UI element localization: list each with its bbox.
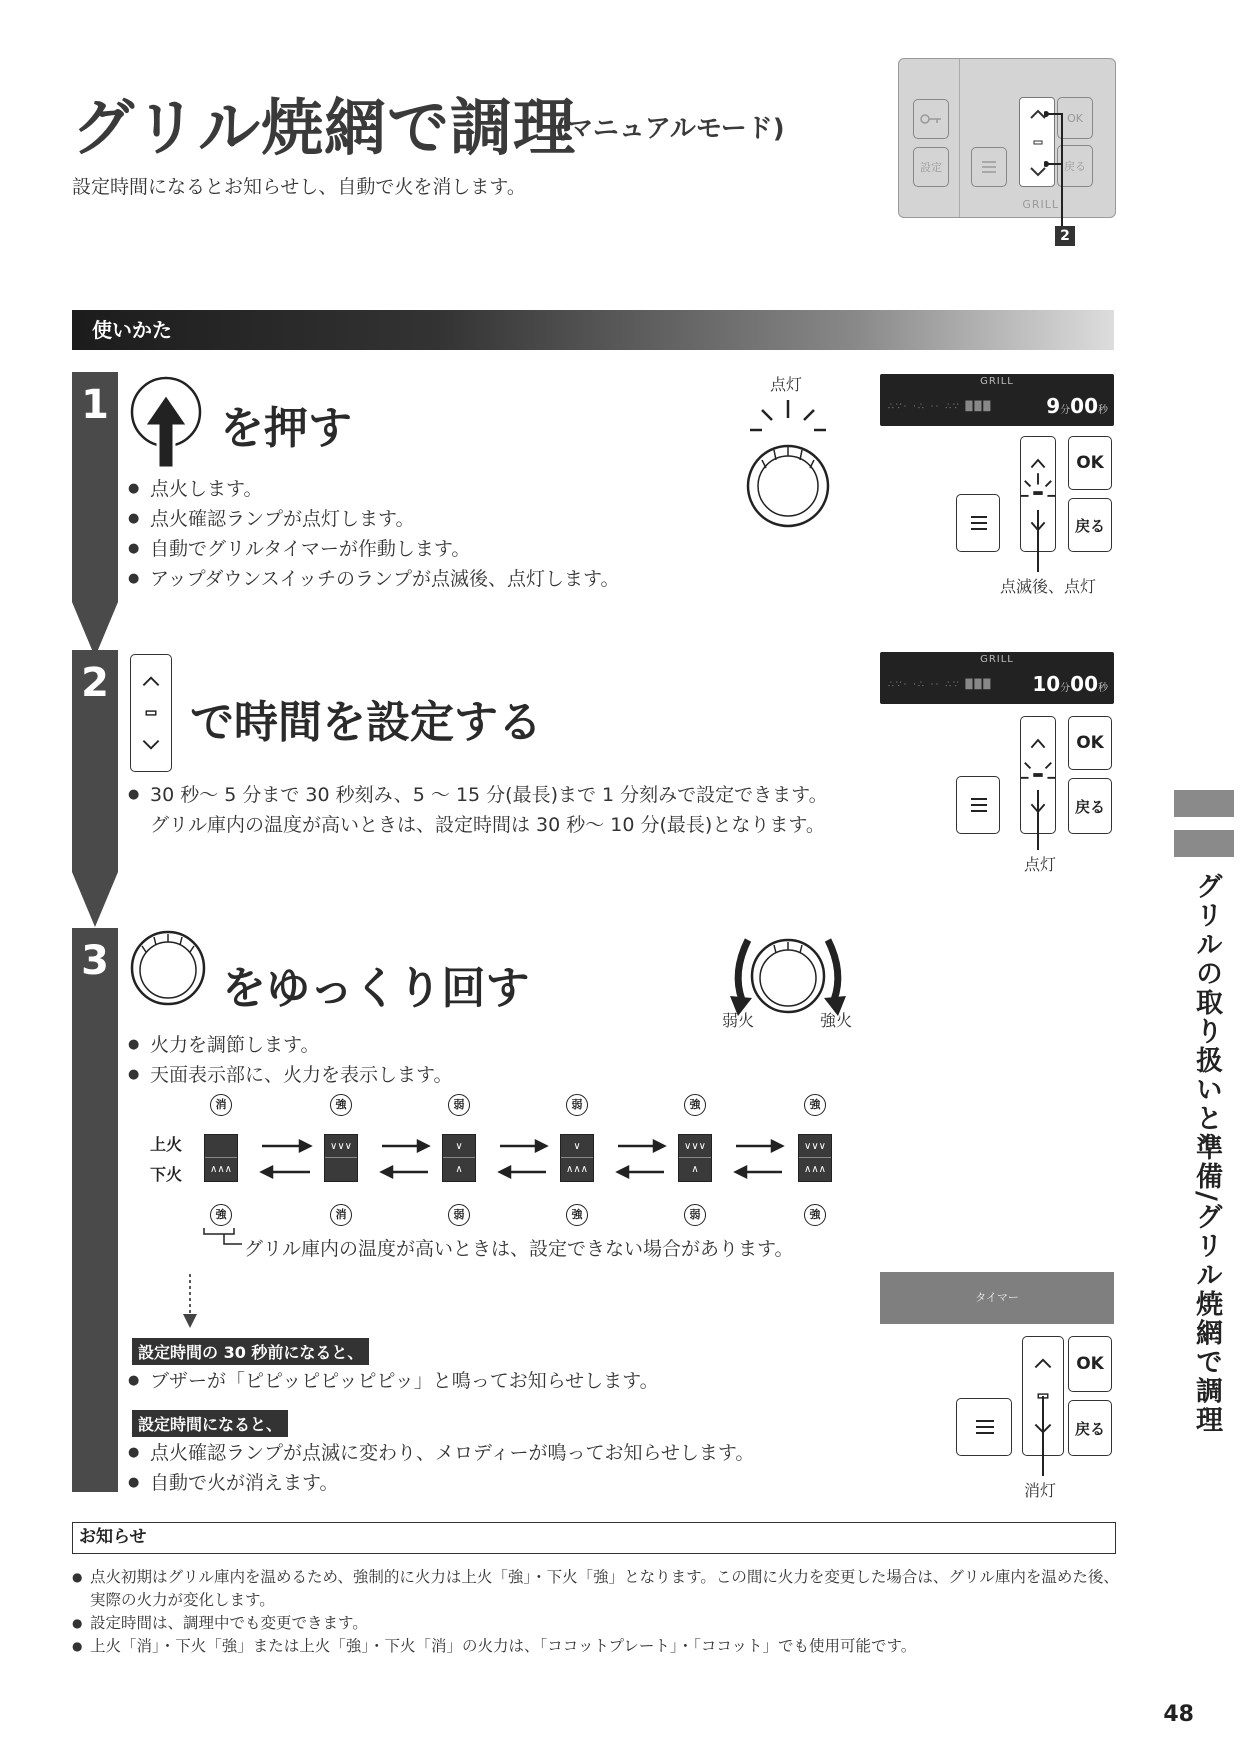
bullet: ● 点火確認ランプが点灯します。: [128, 504, 620, 534]
menu-button: [956, 494, 1000, 552]
menu-list-icon: [972, 1415, 996, 1439]
flame-state-cell: ∨∨∨ ∧: [678, 1134, 712, 1182]
lower-level-badge: 強: [210, 1204, 232, 1226]
indicator-label: 消灯: [1024, 1481, 1057, 1500]
page-title: グリル焼網で調理: [72, 91, 577, 164]
bullet: ● 点火します。: [128, 474, 620, 504]
ok-button: OK: [1057, 97, 1093, 139]
lower-level-badge: 強: [804, 1204, 826, 1226]
knob-lit-label: 点灯: [770, 375, 803, 394]
timer-display: タイマー: [880, 1272, 1114, 1324]
step-1-number: 1: [81, 382, 109, 428]
display-flame-indicator: ∴∵· ·∴ ·· ∴∵ ███: [888, 680, 993, 690]
dotted-down-arrow: [180, 1274, 200, 1330]
back-button: 戻る: [1068, 778, 1112, 834]
indicator-label: 点滅後、点灯: [1000, 577, 1097, 596]
step-2-number: 2: [81, 660, 109, 706]
tag-time-reached: 設定時間になると、: [132, 1410, 288, 1437]
flame-state-cell: ∨ ∧∧∧: [560, 1134, 594, 1182]
back-button: 戻る: [1068, 1400, 1112, 1456]
knob-press-icon: [128, 374, 204, 470]
note-bracket: [200, 1226, 244, 1250]
side-tab-block: [1174, 830, 1234, 857]
intro-text: 設定時間になるとお知らせし、自動で火を消します。: [72, 176, 526, 198]
callout-number: 2: [1055, 226, 1075, 246]
indicator-leader: [1037, 790, 1039, 850]
lower-level-badge: 弱: [448, 1204, 470, 1226]
tag2-bullets: [128, 1438, 754, 1498]
step-3-number: 3: [81, 938, 109, 984]
panel-grill-label: GRILL: [1022, 198, 1059, 211]
weak-fire-label: 弱火: [722, 1011, 755, 1030]
upper-level-badge: 消: [210, 1094, 232, 1116]
control-panel-diagram: [898, 58, 1116, 218]
key-icon: [920, 113, 942, 125]
indicator-leader: [1037, 510, 1039, 572]
strong-fire-label: 強火: [820, 1011, 853, 1030]
menu-list-icon: [967, 512, 989, 534]
display-time: 9分00秒: [1046, 394, 1108, 418]
display-grill-label: GRILL: [980, 376, 1014, 387]
up-down-switch-icon: [130, 654, 172, 772]
notice-item: ● 上火「消」・下火「強」または上火「強」・下火「消」の火力は、「ココットプレート」・「ココット」でも使用可能です。: [72, 1635, 1132, 1658]
flame-state-cell: ∨ ∧: [442, 1134, 476, 1182]
flame-state-cell: ∨∨∨: [324, 1134, 358, 1182]
set-button: 設定: [913, 147, 949, 187]
ok-button: OK: [1068, 1336, 1112, 1392]
tag-30-seconds-before: 設定時間の 30 秒前になると、: [132, 1338, 369, 1365]
panel-divider: [959, 59, 960, 217]
upper-fire-label: 上火: [150, 1135, 183, 1154]
callout-leader-line: [1044, 109, 1074, 239]
display-grill-label: GRILL: [980, 654, 1014, 665]
notice-header: お知らせ: [72, 1522, 1116, 1554]
section-header: 使いかた: [72, 310, 1114, 350]
back-button: 戻る: [1068, 498, 1112, 552]
knob-lit-icon: [740, 398, 836, 536]
page-number: 48: [1163, 1702, 1194, 1727]
flame-state-cell: ∧∧∧: [204, 1134, 238, 1182]
bullet: ● アップダウンスイッチのランプが点滅後、点灯します。: [128, 564, 620, 594]
ok-button: OK: [1068, 716, 1112, 770]
upper-level-badge: 強: [330, 1094, 352, 1116]
transition-arrows: [240, 1134, 800, 1182]
step-2-bullets: [128, 780, 828, 840]
bullet: ● 火力を調節します。: [128, 1030, 452, 1060]
bullet: ● 点火確認ランプが点滅に変わり、メロディーが鳴ってお知らせします。: [128, 1438, 754, 1468]
lower-level-badge: 消: [330, 1204, 352, 1226]
bullet: ● 天面表示部に、火力を表示します。: [128, 1060, 452, 1090]
side-tab-block: [1174, 790, 1234, 817]
lower-fire-label: 下火: [150, 1165, 183, 1184]
notice-list: [72, 1566, 1132, 1658]
high-temp-note: グリル庫内の温度が高いときは、設定できない場合があります。: [244, 1238, 794, 1260]
step-3-heading: をゆっくり回す: [222, 963, 530, 1014]
upper-level-badge: 弱: [566, 1094, 588, 1116]
menu-button: [956, 776, 1000, 834]
bullet-continuation: グリル庫内の温度が高いときは、設定時間は 30 秒～ 10 分(最長)となります。: [150, 814, 825, 836]
indicator-label: 点灯: [1024, 855, 1057, 874]
display-flame-indicator: ∴∵· ·∴ ·· ∴∵ ███: [888, 402, 993, 412]
lower-level-badge: 強: [566, 1204, 588, 1226]
step-3-bullets: [128, 1030, 452, 1090]
notice-item: ● 点火初期はグリル庫内を温めるため、強制的に火力は上火「強」・下火「強」となります。この間に火力を変更した場合は、グリル庫内を温めた後、実際の火力が変化します。: [72, 1566, 1132, 1612]
lower-level-badge: 弱: [684, 1204, 706, 1226]
upper-level-badge: 強: [684, 1094, 706, 1116]
bullet: ● 30 秒～ 5 分まで 30 秒刻み、5 ～ 15 分(最長)まで 1 分刻みで設定できます。: [128, 780, 828, 810]
menu-button: [971, 147, 1007, 187]
step-1-bullets: [128, 474, 620, 594]
step-3-bar: [72, 928, 118, 1492]
upper-level-badge: 強: [804, 1094, 826, 1116]
bullet: ● 自動でグリルタイマーが作動します。: [128, 534, 620, 564]
grill-display-step2: [880, 652, 1114, 704]
flame-state-cell: ∨∨∨ ∧∧∧: [798, 1134, 832, 1182]
tag1-bullets: [128, 1366, 659, 1396]
lock-key-button: [913, 99, 949, 139]
notice-item: ● 設定時間は、調理中でも変更できます。: [72, 1612, 1132, 1635]
indicator-leader: [1042, 1396, 1044, 1476]
step-2-heading: で時間を設定する: [190, 697, 542, 748]
bullet: ● ブザーが「ピピッピピッピピッ」と鳴ってお知らせします。: [128, 1366, 659, 1396]
menu-button: [956, 1398, 1012, 1456]
page-subtitle: (マニュアルモード): [555, 114, 785, 144]
upper-level-badge: 弱: [448, 1094, 470, 1116]
step-1-heading: を押す: [220, 403, 352, 454]
menu-list-icon: [967, 794, 989, 816]
ok-button: OK: [1068, 436, 1112, 490]
grill-display-step1: [880, 374, 1114, 426]
back-button: 戻る: [1057, 145, 1093, 187]
knob-icon: [128, 928, 208, 1008]
side-chapter-title: グリルの取り扱いと準備/グリル焼網で調理: [1191, 872, 1222, 1435]
step-1-arrow: [72, 602, 118, 657]
bullet: ● 自動で火が消えます。: [128, 1468, 754, 1498]
step-2-arrow: [72, 872, 118, 927]
display-time: 10分00秒: [1032, 672, 1108, 696]
menu-list-icon: [980, 158, 998, 176]
